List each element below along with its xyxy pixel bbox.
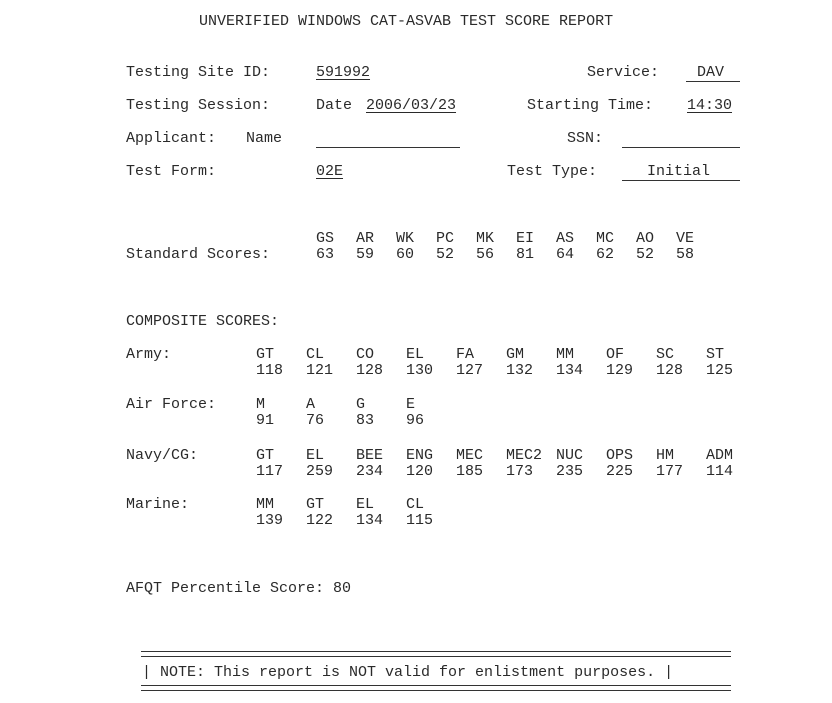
note-text: | NOTE: This report is NOT valid for enlistment purposes. |	[142, 664, 674, 681]
composite-title: COMPOSITE SCORES:	[126, 313, 280, 330]
army-col-gt: GT 118	[256, 346, 284, 379]
name-blank	[316, 147, 460, 148]
ssn-blank	[622, 147, 740, 148]
navy-label: Navy/CG:	[126, 447, 199, 464]
af-col-m: M 91	[256, 396, 275, 429]
army-col-cl: CL 121	[306, 346, 334, 379]
marine-col-gt: GT 122	[306, 496, 334, 529]
report-title: UNVERIFIED WINDOWS CAT-ASVAB TEST SCORE REPORT	[199, 13, 614, 30]
navy-col-ops: OPS 225	[606, 447, 634, 480]
af-col-g: G 83	[356, 396, 375, 429]
navy-col-hm: HM 177	[656, 447, 684, 480]
test-type-underline	[622, 180, 740, 181]
navy-col-eng: ENG 120	[406, 447, 434, 480]
af-col-a: A 76	[306, 396, 325, 429]
applicant-label: Applicant:	[126, 130, 217, 147]
army-col-gm: GM 132	[506, 346, 534, 379]
name-label: Name	[246, 130, 283, 147]
army-col-el: EL 130	[406, 346, 434, 379]
date-label: Date	[316, 97, 353, 114]
airforce-label: Air Force:	[126, 396, 217, 413]
std-col-as: AS 64	[556, 230, 575, 263]
testing-site-label: Testing Site ID:	[126, 64, 271, 81]
army-col-sc: SC 128	[656, 346, 684, 379]
std-col-ar: AR 59	[356, 230, 375, 263]
test-form-label: Test Form:	[126, 163, 217, 180]
ssn-label: SSN:	[567, 130, 604, 147]
std-col-wk: WK 60	[396, 230, 415, 263]
af-col-e: E 96	[406, 396, 425, 429]
std-col-gs: GS 63	[316, 230, 335, 263]
marine-col-cl: CL 115	[406, 496, 434, 529]
std-col-ei: EI 81	[516, 230, 535, 263]
navy-col-gt: GT 117	[256, 447, 284, 480]
navy-col-adm: ADM 114	[706, 447, 734, 480]
test-type-label: Test Type:	[507, 163, 598, 180]
date-value: 2006/03/23	[366, 97, 457, 114]
navy-col-el: EL 259	[306, 447, 334, 480]
note-border-bottom	[141, 685, 731, 691]
std-col-mk: MK 56	[476, 230, 495, 263]
service-label: Service:	[587, 64, 660, 81]
testing-session-label: Testing Session:	[126, 97, 271, 114]
service-value: DAV	[697, 64, 725, 81]
starting-time-label: Starting Time:	[527, 97, 654, 114]
navy-col-nuc: NUC 235	[556, 447, 584, 480]
army-col-of: OF 129	[606, 346, 634, 379]
std-col-ve: VE 58	[676, 230, 695, 263]
testing-site-value: 591992	[316, 64, 371, 81]
note-border-top	[141, 651, 731, 657]
army-col-fa: FA 127	[456, 346, 484, 379]
std-col-ao: AO 52	[636, 230, 655, 263]
service-underline	[686, 81, 740, 82]
army-col-co: CO 128	[356, 346, 384, 379]
std-col-pc: PC 52	[436, 230, 455, 263]
test-form-value: 02E	[316, 163, 344, 180]
test-type-value: Initial	[647, 163, 711, 180]
marine-col-mm: MM 139	[256, 496, 284, 529]
navy-col-mec: MEC 185	[456, 447, 484, 480]
navy-col-bee: BEE 234	[356, 447, 384, 480]
navy-col-mec2: MEC2 173	[506, 447, 543, 480]
standard-scores-label: Standard Scores:	[126, 246, 271, 263]
army-label: Army:	[126, 346, 172, 363]
army-col-mm: MM 134	[556, 346, 584, 379]
army-col-st: ST 125	[706, 346, 734, 379]
marine-label: Marine:	[126, 496, 190, 513]
starting-time-value: 14:30	[687, 97, 733, 114]
marine-col-el: EL 134	[356, 496, 384, 529]
afqt-score: AFQT Percentile Score: 80	[126, 580, 352, 597]
std-col-mc: MC 62	[596, 230, 615, 263]
